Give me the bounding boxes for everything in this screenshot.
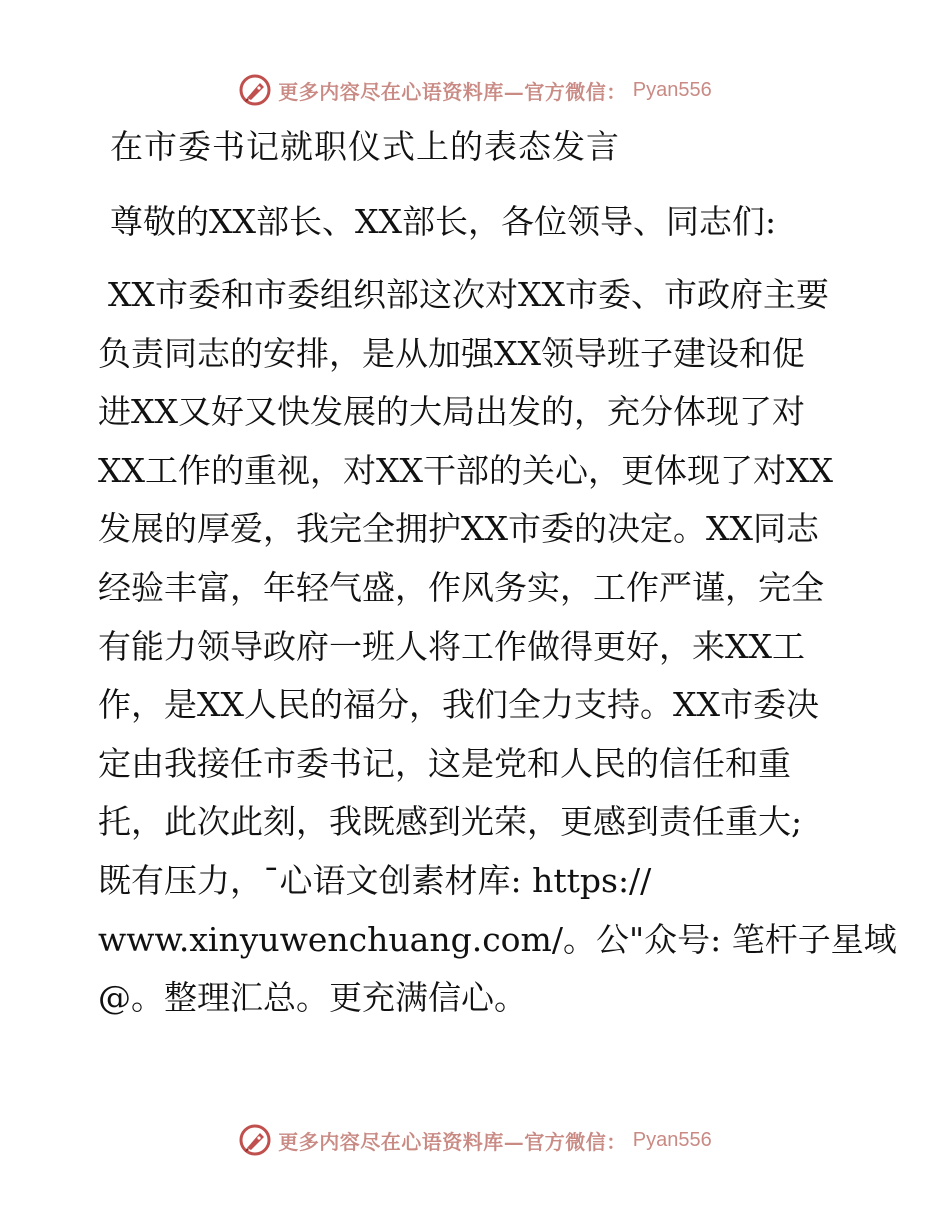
banner-wechat-id: Pyan556: [632, 1128, 712, 1151]
body-paragraph: [98, 266, 897, 1028]
header-banner: [0, 70, 950, 110]
banner-text: 更多内容尽在心语资料库—官方微信：: [278, 79, 627, 104]
body-line: 作，是XX人民的福分，我们全力支持。XX市委决: [98, 685, 819, 725]
banner-text: 更多内容尽在心语资料库—官方微信：: [278, 1129, 627, 1154]
body-line: 托，此次此刻，我既感到光荣，更感到责任重大;: [98, 802, 803, 842]
footer-banner: [0, 1120, 950, 1160]
body-line: 有能力领导政府一班人将工作做得更好，来XX工: [98, 626, 805, 666]
body-line: 既有压力，¯心语文创素材库: https://: [98, 860, 652, 900]
body-line: 负责同志的安排，是从加强XX领导班子建设和促: [98, 333, 805, 373]
body-line: 定由我接任市委书记，这是党和人民的信任和重: [98, 743, 791, 783]
body-line: 发展的厚爱，我完全拥护XX市委的决定。XX同志: [98, 509, 819, 549]
pen-nib-logo-icon: [238, 73, 272, 107]
banner-wechat-id: Pyan556: [632, 78, 712, 101]
salutation: 尊敬的XX部长、XX部长，各位领导、同志们:: [110, 202, 777, 241]
document-title: 在市委书记就职仪式上的表态发言: [110, 127, 620, 166]
body-line: @。整理汇总。更充满信心。: [98, 978, 527, 1018]
body-line: www.xinyuwenchuang.com/。公"众号: 笔杆子星域: [98, 919, 897, 959]
body-line: 进XX又好又快发展的大局出发的，充分体现了对: [98, 392, 805, 432]
body-line: XX市委和市委组织部这次对XX市委、市政府主要: [108, 275, 829, 314]
body-line: XX工作的重视，对XX干部的关心，更体现了对XX: [98, 450, 833, 490]
pen-nib-logo-icon: [238, 1123, 272, 1157]
body-line: 经验丰富，年轻气盛，作风务实，工作严谨，完全: [98, 567, 824, 607]
